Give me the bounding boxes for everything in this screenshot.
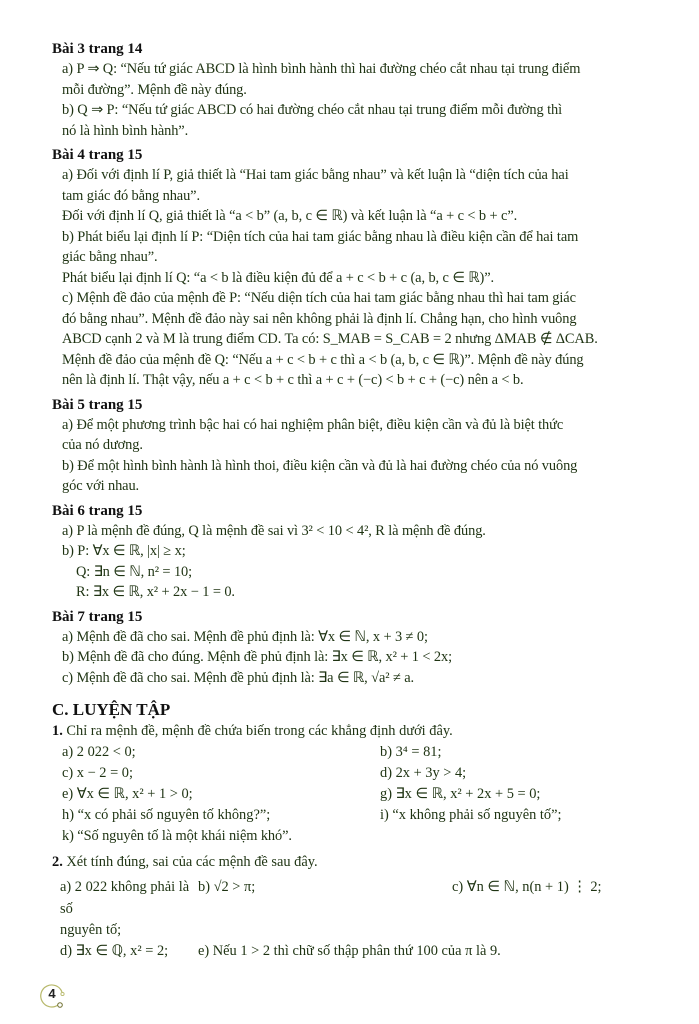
bai4-line: nên là định lí. Thật vậy, nếu a + c < b + c thì a + c + (−c) < b + c + (−c) nên a < b. — [62, 372, 524, 388]
question-2-text: Xét tính đúng, sai của các mệnh đề sau đây. — [62, 853, 318, 870]
bai6-indented-line: R: ∃x ∈ ℝ, x² + 2x − 1 = 0. — [76, 584, 235, 600]
bai4-line: Phát biểu lại định lí Q: “a < b là điều kiện đủ để a + c < b + c (a, b, c ∈ ℝ)”. — [62, 269, 495, 286]
bai7-line: a) Mệnh đề đã cho sai. Mệnh đề phủ định là: ∀x ∈ ℕ, x + 3 ≠ 0; — [62, 628, 428, 645]
q1-item: i) “x không phải số nguyên tố”; — [380, 807, 562, 823]
bai4-line: b) Phát biểu lại định lí P: “Diện tích của hai tam giác bằng nhau là điều kiện cần để hai tam — [62, 228, 579, 245]
q1-item-last: k) “Số nguyên tố là một khái niệm khó”. — [62, 828, 292, 844]
document-page — [52, 40, 672, 962]
bai5-line: b) Để một hình bình hành là hình thoi, điều kiện cần và đủ là hai đường chéo của nó vuông — [62, 457, 578, 474]
bai3-line: b) Q ⇒ P: “Nếu tứ giác ABCD có hai đường chéo cắt nhau tại trung điểm mỗi đường thì — [62, 102, 562, 118]
bai4-line: c) Mệnh đề đảo của mệnh đề P: “Nếu diện tích của hai tam giác bằng nhau thì hai tam giác — [62, 290, 576, 306]
page-number-badge — [38, 978, 74, 1014]
q1-item: b) 3⁴ = 81; — [380, 744, 442, 760]
bai6-line: a) P là mệnh đề đúng, Q là mệnh đề sai vì 3² < 10 < 4², R là mệnh đề đúng. — [62, 522, 486, 539]
question-2-row-1 — [52, 876, 672, 920]
bai6-line: b) P: ∀x ∈ ℝ, |x| ≥ x; — [62, 543, 186, 559]
question-1-items — [52, 742, 672, 826]
bai4-line: tam giác đó bằng nhau”. — [62, 187, 200, 204]
section-title: C. LUYỆN TẬP — [52, 700, 171, 719]
bai4-line: Mệnh đề đảo của mệnh đề Q: “Nếu a + c < b + c thì a < b (a, b, c ∈ ℝ)”. Mệnh đề này đúng — [62, 351, 584, 368]
bai6-title: Bài 6 trang 15 — [52, 502, 143, 519]
bai7-line: c) Mệnh đề đã cho sai. Mệnh đề phủ định là: ∃a ∈ ℝ, √a² ≠ a. — [62, 669, 415, 686]
bai4-title: Bài 4 trang 15 — [52, 147, 143, 163]
question-2-row-2 — [52, 941, 672, 962]
bai5-title: Bài 5 trang 15 — [52, 396, 143, 413]
bai5-line: của nó dương. — [62, 437, 143, 453]
bai3-line: nó là hình bình hành”. — [62, 122, 189, 139]
bai4-line: a) Đối với định lí P, giả thiết là “Hai tam giác bằng nhau” và kết luận là “diện tích của hai — [62, 167, 569, 183]
question-1 — [52, 721, 672, 742]
q1-item: e) ∀x ∈ ℝ, x² + 1 > 0; — [62, 786, 193, 802]
q1-item: c) x − 2 = 0; — [62, 765, 133, 781]
bai4-line: ABCD cạnh 2 và M là trung điểm CD. Ta có: S_MAB = S_CAB = 2 nhưng ΔMAB ∉ ΔCAB. — [62, 331, 598, 347]
q1-item: d) 2x + 3y > 4; — [380, 765, 467, 781]
bai7-line: b) Mệnh đề đã cho đúng. Mệnh đề phủ định là: ∃x ∈ ℝ, x² + 1 < 2x; — [62, 649, 452, 665]
q2-item: c) ∀n ∈ ℕ, n(n + 1) ⋮ 2; — [452, 878, 602, 895]
q2-item: e) Nếu 1 > 2 thì chữ số thập phân thứ 100 của π là 9. — [198, 942, 501, 959]
bai6-indented-line: Q: ∃n ∈ ℕ, n² = 10; — [76, 563, 193, 580]
bai4-line: Đối với định lí Q, giả thiết là “a < b” (a, b, c ∈ ℝ) và kết luận là “a + c < b + c”. — [62, 208, 518, 224]
q1-item: h) “x có phải số nguyên tố không?”; — [62, 807, 271, 823]
q1-item: a) 2 022 < 0; — [62, 744, 136, 760]
q2-item: b) √2 > π; — [198, 878, 256, 895]
bai3-title: Bài 3 trang 14 — [52, 41, 143, 57]
page-number: 4 — [48, 986, 56, 1001]
q1-item: g) ∃x ∈ ℝ, x² + 2x + 5 = 0; — [380, 786, 541, 802]
bai4-line: giác bằng nhau”. — [62, 249, 158, 265]
bai4-line: đó bằng nhau”. Mệnh đề đảo này sai nên không phải là định lí. Chẳng hạn, cho hình vuông — [62, 310, 577, 327]
bai5-line: a) Để một phương trình bậc hai có hai nghiệm phân biệt, điều kiện cần và đủ là biệt thức — [62, 416, 564, 433]
bai5-line: góc với nhau. — [62, 478, 140, 494]
question-2 — [52, 852, 672, 873]
q2-item: a) 2 022 không phải là số — [60, 878, 190, 917]
question-2-number: 2. — [52, 853, 63, 870]
q2-item-continued: nguyên tố; — [60, 921, 122, 938]
question-1-number: 1. — [52, 723, 63, 739]
q2-item: d) ∃x ∈ ℚ, x² = 2; — [60, 942, 169, 959]
question-1-text: Chỉ ra mệnh đề, mệnh đề chứa biến trong các khẳng định dưới đây. — [62, 723, 453, 739]
bai3-line: a) P ⇒ Q: “Nếu tứ giác ABCD là hình bình hành thì hai đường chéo cắt nhau tại trung điểm — [62, 61, 581, 77]
bai7-title: Bài 7 trang 15 — [52, 608, 143, 625]
bai3-line: mỗi đường”. Mệnh đề này đúng. — [62, 81, 247, 98]
